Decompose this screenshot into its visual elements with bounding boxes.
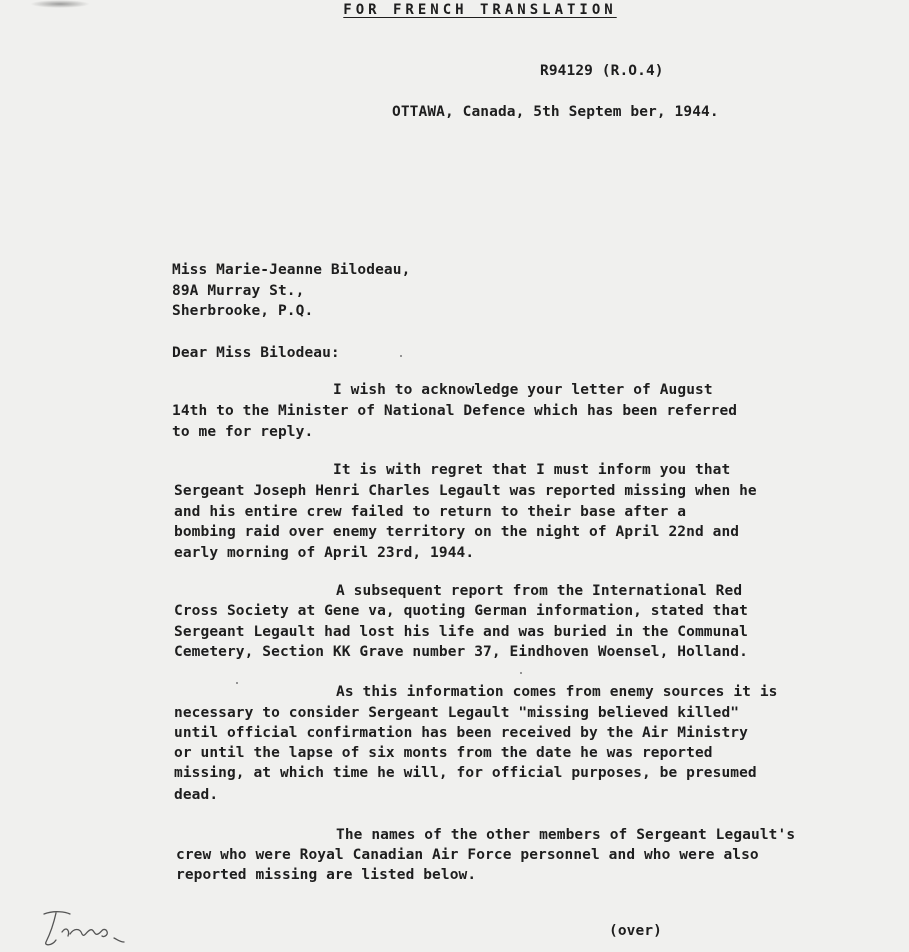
handwritten-trans-note [40,908,150,948]
file-reference: R94129 (R.O.4) [540,63,664,79]
paragraph-line: early morning of April 23rd, 1944. [174,545,475,561]
paragraph-line: reported missing are listed below. [176,867,477,883]
page-fold-shadow [30,0,90,8]
paragraph-line: Cemetery, Section KK Grave number 37, Eindhoven Woensel, Holland. [174,644,748,660]
paragraph-line: missing, at which time he will, for official purposes, be presumed [174,765,757,781]
salutation: Dear Miss Bilodeau: [172,345,340,361]
paper-speck [520,672,522,674]
address-line: Sherbrooke, P.Q. [172,303,314,319]
paper-speck [236,682,238,684]
paragraph-line: necessary to consider Sergeant Legault "missing believed killed" [174,705,740,721]
paragraph-line: to me for reply. [172,424,314,440]
paragraph-line: crew who were Royal Canadian Air Force personnel and who were also [176,847,759,863]
paragraph-line: I wish to acknowledge your letter of August [333,382,713,398]
paragraph-line: A subsequent report from the International Red [336,583,743,599]
over-marker: (over) [609,923,662,939]
paragraph-line: Cross Society at Gene va, quoting German information, stated that [174,603,748,619]
paragraph-line: 14th to the Minister of National Defence which has been referred [172,403,738,419]
translation-heading: FOR FRENCH TRANSLATION [343,2,617,18]
paragraph-line: The names of the other members of Sergeant Legault's [336,827,796,843]
paragraph-line: Sergeant Joseph Henri Charles Legault was reported missing when he [174,483,757,499]
paper-speck [400,355,402,357]
paragraph-line: bombing raid over enemy territory on the night of April 22nd and [174,524,740,540]
paragraph-line: until official confirmation has been received by the Air Ministry [174,725,748,741]
paragraph-line: or until the lapse of six monts from the date he was reported [174,745,713,761]
paragraph-line: As this information comes from enemy sources it is [336,684,778,700]
place-date: OTTAWA, Canada, 5th Septem ber, 1944. [392,104,719,120]
paragraph-line: and his entire crew failed to return to their base after a [174,504,687,520]
address-line: Miss Marie-Jeanne Bilodeau, [172,262,411,278]
paragraph-line: dead. [174,787,219,803]
paragraph-line: It is with regret that I must inform you that [333,462,731,478]
address-line: 89A Murray St., [172,283,305,299]
paragraph-line: Sergeant Legault had lost his life and was buried in the Communal [174,624,748,640]
